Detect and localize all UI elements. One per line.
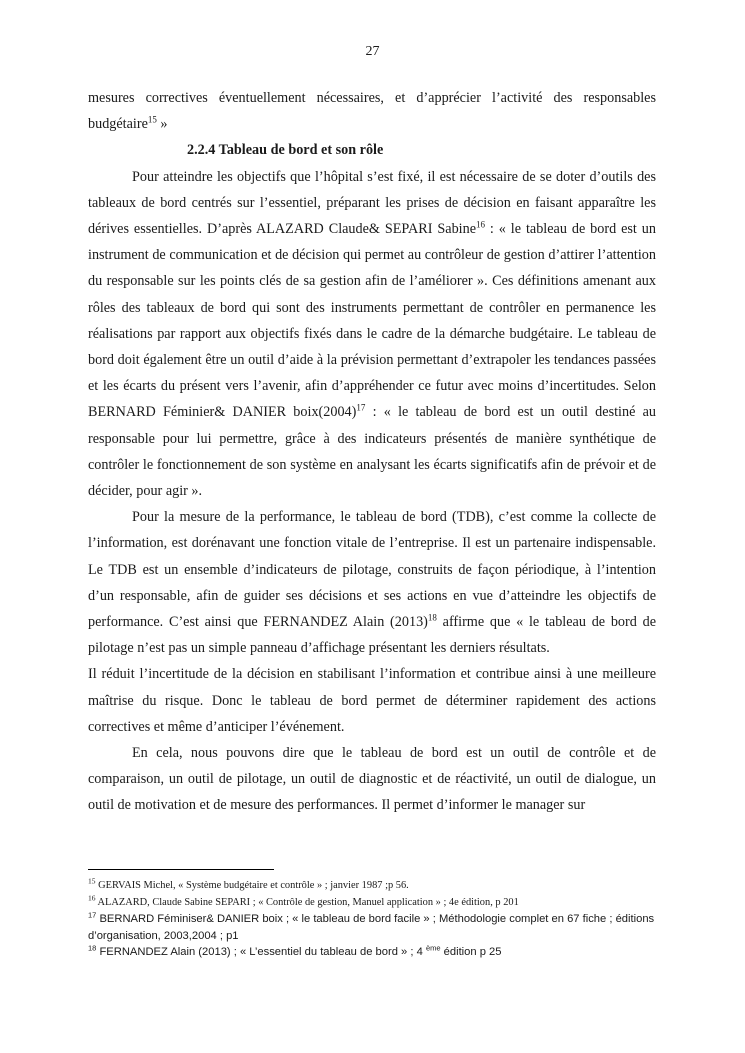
footnote-ref-17[interactable]: 17 bbox=[356, 402, 366, 413]
footnote-text: GERVAIS Michel, « Système budgétaire et contrôle » ; janvier 1987 ;p 56. bbox=[95, 880, 409, 891]
footnote-ref-15[interactable]: 15 bbox=[147, 114, 157, 125]
paragraph-2 bbox=[88, 504, 656, 661]
edition-ordinal: ème bbox=[425, 943, 441, 953]
intro-paragraph bbox=[88, 85, 656, 137]
footnote-separator bbox=[88, 869, 274, 870]
footnote-text: FERNANDEZ Alain (2013) ; « L’essentiel du tableau de bord » ; 4 bbox=[96, 946, 426, 958]
footnote-text: BERNARD Féminiser& DANIER boix ; « le tableau de bord facile » ; Méthodologie complet en 67 fiche ; éditions d’organisation, 2003,2004 ; p1 bbox=[88, 913, 655, 942]
footnote-ref-18[interactable]: 18 bbox=[427, 612, 437, 623]
footnotes bbox=[88, 878, 658, 961]
footnote-16 bbox=[88, 895, 658, 912]
footnote-18 bbox=[88, 944, 658, 961]
footnote-text-end: édition p 25 bbox=[440, 946, 502, 958]
footnote-17 bbox=[88, 911, 658, 944]
paragraph-2-part-b: affirme que « le tableau de bord de pilotage n’est pas un simple panneau d’affichage présentant les derniers résultats. bbox=[88, 614, 656, 657]
footnote-number: 15 bbox=[88, 876, 96, 886]
paragraph-3: Il réduit l’incertitude de la décision en stabilisant l’information et contribue ainsi à une meilleure maîtrise du risque. Donc le tableau de bord permet de déterminer rapidement des actions correctives et même d’anticiper l’événement. bbox=[88, 666, 656, 735]
paragraph-1-part-a: Pour atteindre les objectifs que l’hôpital s’est fixé, il est nécessaire de se doter d’outils des tableaux de bord centrés sur l’essentiel, préparant les prises de décision en faisant apparaître les dérives essentielles. D’après ALAZARD Claude& SEPARI Sabine bbox=[88, 168, 656, 238]
body-text bbox=[88, 85, 656, 819]
footnote-text: ALAZARD, Claude Sabine SEPARI ; « Contrôle de gestion, Manuel application » ; 4e édition, p 201 bbox=[95, 896, 519, 908]
footnote-number: 18 bbox=[88, 943, 97, 953]
footnote-number: 17 bbox=[88, 910, 97, 920]
intro-close: » bbox=[156, 116, 168, 133]
intro-text: mesures correctives éventuellement nécessaires, et d’apprécier l’activité des responsables budgétaire bbox=[88, 90, 656, 133]
footnote-ref-16[interactable]: 16 bbox=[476, 219, 485, 230]
footnote-number: 16 bbox=[88, 893, 96, 903]
paragraph-1 bbox=[88, 164, 656, 505]
section-heading: 2.2.4 Tableau de bord et son rôle bbox=[187, 142, 384, 159]
paragraph-1-part-c: : « le tableau de bord est un outil destiné au responsable pour lui permettre, grâce à des indicateurs présentés de manière synthétique de contrôler le fonctionnement de son système en analysant les écarts significatifs afin de prévoir et de décider, pour agir ». bbox=[88, 404, 656, 500]
paragraph-1-part-b: : « le tableau de bord est un instrument de communication et de décision qui permet au contrôleur de gestion d’attirer l’attention du responsable sur les points clés de sa gestion afin de l’améliorer ». Ces définitions amenant aux rôles des tableaux de bord qui sont des instruments permettant de contrôler en permanence les réalisations par rapport aux objectifs fixés dans le cadre de la démarche budgétaire. Le tableau de bord doit également être un outil d’aide à la prévision permettant d’extrapoler les tendances passées et les écarts du présent vers l’avenir, afin d’appréhender ce futur avec moins d’incertitudes. Selon BERNARD Féminier& DANIER boix(2004) bbox=[88, 221, 656, 421]
paragraph-2-part-a: Pour la mesure de la performance, le tableau de bord (TDB), c’est comme la collecte de l’information, est dorénavant une fonction vitale de l’entreprise. Il est un partenaire indispensable. Le TDB est un ensemble d’indicateurs de pilotage, construits de façon périodique, à l’intention d’un responsable, afin de guider ses décisions et ses actions en vue d’atteindre les objectifs de performance. C’est ainsi que FERNANDEZ Alain (2013) bbox=[88, 509, 656, 631]
footnote-15 bbox=[88, 878, 658, 895]
page-number: 27 bbox=[365, 44, 380, 59]
paragraph-4: En cela, nous pouvons dire que le tableau de bord est un outil de contrôle et de comparaison, un outil de pilotage, un outil de diagnostic et de réactivité, un outil de dialogue, un outil de motivation et de mesure des performances. Il permet d’informer le manager sur bbox=[88, 745, 656, 814]
